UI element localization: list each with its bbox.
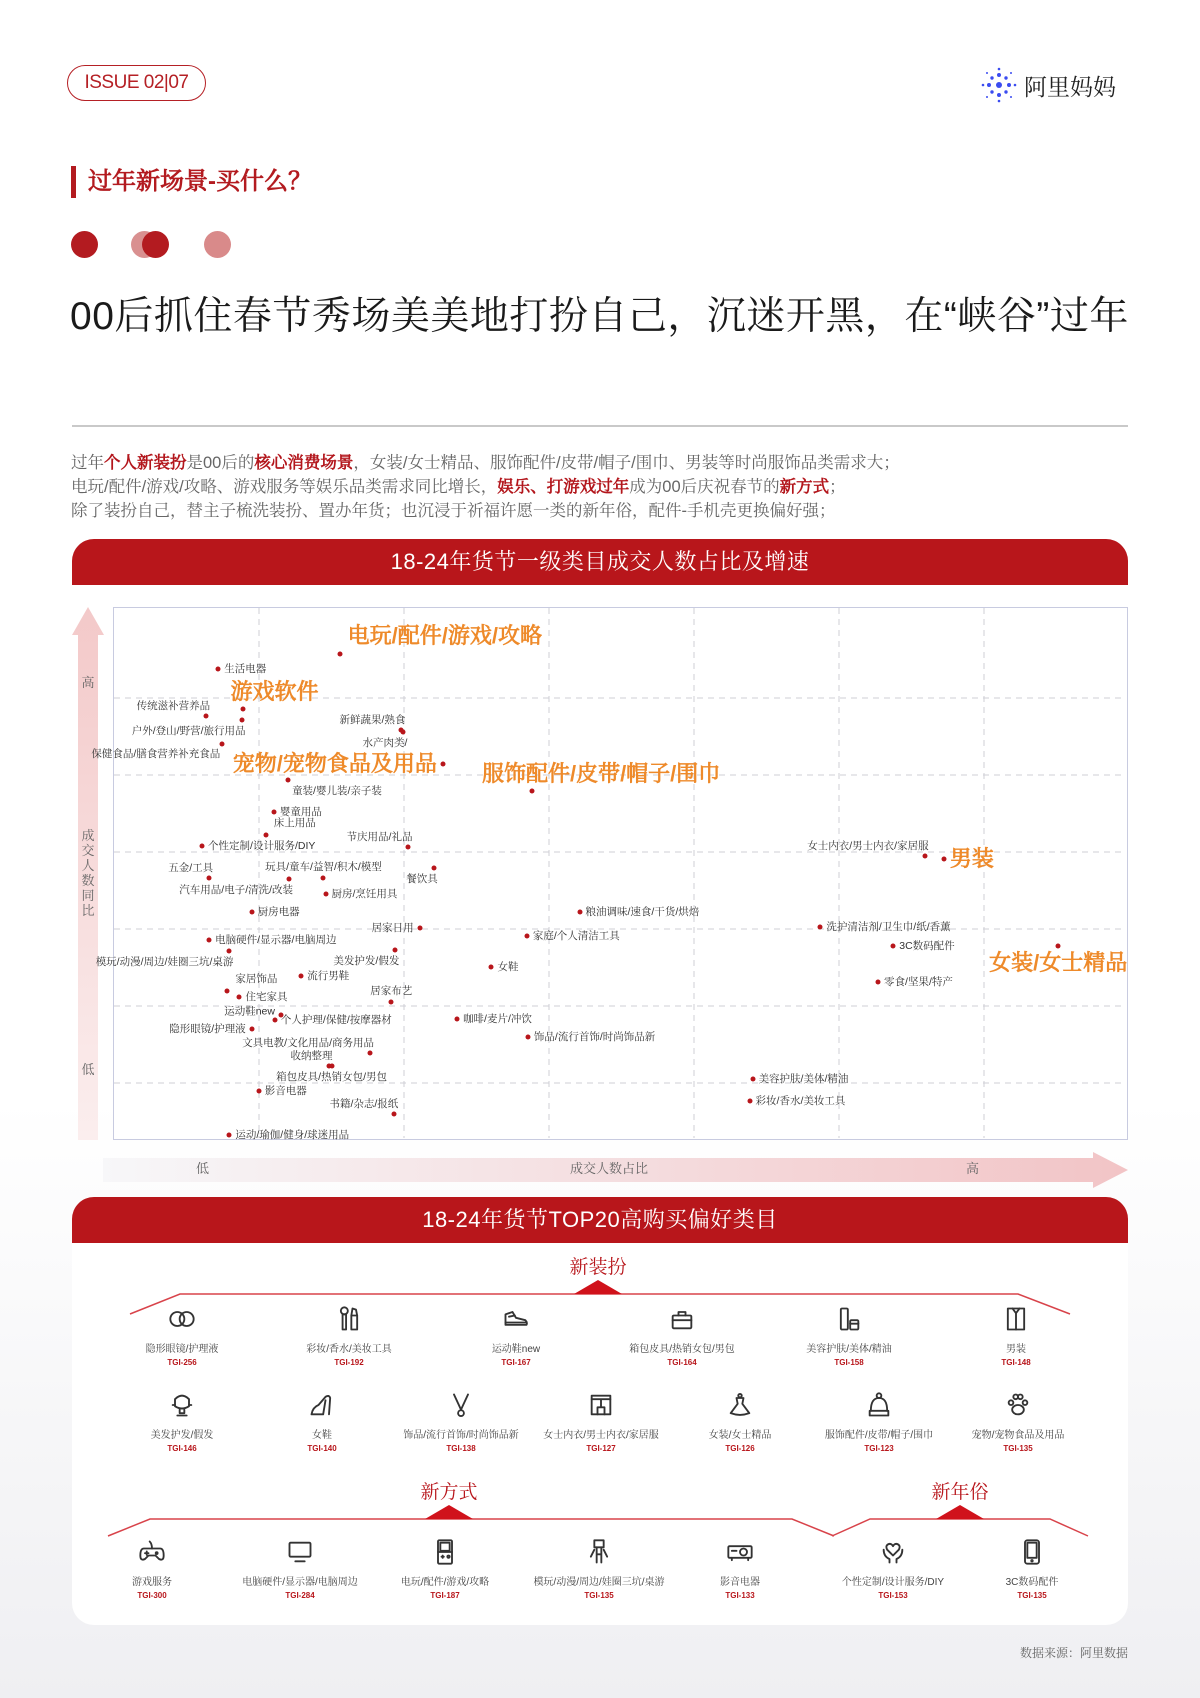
category-name: 饰品/流行首饰/时尚饰品新 [403,1430,519,1441]
shirt-icon [1002,1305,1030,1333]
top20-category-item [107,1391,257,1453]
category-name: 女士内衣/男士内衣/家居服 [543,1430,659,1441]
projector-icon [726,1538,754,1566]
tgi-value: TGI-133 [725,1591,755,1600]
scatter-point [287,877,292,882]
scatter-point [216,667,221,672]
point-label: 女鞋 [497,960,519,973]
highlight-text: 核心消费场景 [254,454,354,472]
point-label: 运动鞋new [224,1005,275,1018]
tgi-value: TGI-127 [586,1444,616,1453]
top20-category-item [665,1538,815,1600]
category-name: 影音电器 [720,1577,760,1588]
decor-dot-3 [204,231,231,258]
top20-category-item [804,1391,954,1453]
scatter-point [256,1088,261,1093]
top20-category-item [386,1391,536,1453]
underwear-icon [587,1391,615,1419]
point-label: 传统滋补营养品 [136,699,211,712]
scatter-point [240,707,245,712]
y-tick-low: 低 [81,1062,95,1077]
scatter-point [525,1034,530,1039]
y-axis-label: 成交人数同比 [81,828,95,918]
category-name: 模玩/动漫/周边/娃圈三坑/桌游 [533,1577,665,1588]
tgi-value: TGI-135 [1003,1444,1033,1453]
highlight-point-label: 宠物/宠物食品及用品 [232,751,437,777]
figure-icon [585,1538,613,1566]
tgi-value: TGI-140 [307,1444,337,1453]
x-tick-high: 高 [966,1161,980,1176]
scatter-point [392,1112,397,1117]
intro-line [71,475,1141,499]
point-label: 生活电器 [224,663,267,676]
point-label: 个人护理/保健/按摩器材 [280,1014,392,1027]
point-label: 家庭/个人清洁工具 [532,929,620,942]
scatter-point [220,741,225,746]
logo-starburst-icon [980,66,1018,104]
intro-text: 成为00后庆祝春节的 [629,478,780,496]
point-label: 汽车用品/电子/清洗/改装 [179,884,294,897]
category-name: 游戏服务 [132,1577,172,1588]
point-label: 厨房/烹饪用具 [331,887,398,900]
top20-category-item [607,1305,757,1367]
tgi-value: TGI-123 [864,1444,894,1453]
scatter-point [524,933,529,938]
intro-text: 过年 [71,454,104,472]
top20-category-item [370,1538,520,1600]
scatter-point [263,833,268,838]
scatter-point [440,762,445,767]
scatter-point [876,979,881,984]
tgi-value: TGI-148 [1001,1358,1031,1367]
scatter-point [204,713,209,718]
point-label: 运动/瑜伽/健身/球迷用品 [235,1128,350,1141]
monitor-icon [286,1538,314,1566]
gamepad-icon [138,1538,166,1566]
scatter-point [1056,944,1061,949]
group-title-new-way: 新方式 [420,1482,478,1503]
issue-badge: ISSUE 02|07 [67,65,206,101]
scatter-chart [91,607,1128,1141]
point-label: 住宅家具 [245,991,288,1004]
handheld-console-icon [431,1538,459,1566]
tgi-value: TGI-138 [446,1444,476,1453]
scatter-point [455,1017,460,1022]
top20-title: 18-24年货节TOP20高购买偏好类目 [72,1197,1128,1243]
intro-text: 除了装扮自己，替主子梳洗装扮、置办年货；也沉浸于祈福许愿一类的新年俗，配件-手机壳更换偏好强； [71,502,836,520]
point-label: 收纳整理 [290,1049,333,1062]
tgi-value: TGI-192 [334,1358,364,1367]
scatter-point [337,652,342,657]
phone-icon [1018,1538,1046,1566]
scatter-point [941,857,946,862]
tgi-value: TGI-153 [878,1591,908,1600]
tgi-value: TGI-167 [501,1358,531,1367]
tgi-value: TGI-256 [167,1358,197,1367]
highlight-point-label: 电玩/配件/游戏/攻略 [347,623,543,649]
point-label: 电脑硬件/显示器/电脑周边 [215,933,337,946]
scatter-point [286,778,291,783]
point-label: 婴童用品 [279,805,322,818]
scatter-point [272,1018,277,1023]
scatter-point [818,925,823,930]
highlight-text: 新方式 [779,478,830,496]
category-name: 3C数码配件 [1005,1577,1059,1588]
intro-text: ； [829,478,846,496]
point-label: 床上用品 [273,817,316,830]
category-name: 美发护发/假发 [150,1430,214,1441]
point-label: 模玩/动漫/周边/娃圈三坑/桌游 [95,956,234,969]
category-name: 女鞋 [312,1430,332,1441]
category-name: 宠物/宠物食品及用品 [971,1430,1065,1441]
top20-category-item [941,1305,1091,1367]
point-label: 家居饰品 [235,972,278,985]
point-label: 保健食品/膳食营养补充食品 [91,747,221,760]
category-name: 运动鞋new [491,1344,541,1355]
top20-category-item [524,1538,674,1600]
scatter-point [368,1050,373,1055]
point-label: 五金/工具 [168,862,214,875]
top20-category-item [225,1538,375,1600]
beanie-icon [865,1391,893,1419]
chart-title: 18-24年货节一级类目成交人数占比及增速 [72,539,1128,585]
highlight-point-label: 游戏软件 [230,679,319,705]
dress-icon [726,1391,754,1419]
x-axis-label: 成交人数占比 [570,1161,649,1176]
intro-paragraph [71,451,1141,523]
hair-care-icon [168,1391,196,1419]
point-label: 隐形眼镜/护理液 [169,1023,246,1036]
point-label: 粮油调味/速食/干货/烘焙 [585,905,700,918]
scatter-point [891,944,896,949]
point-label: 女士内衣/男士内衣/家居服 [807,839,929,852]
scatter-point [489,964,494,969]
scatter-point [239,717,244,722]
decor-dot-2 [142,231,169,258]
makeup-icon [335,1305,363,1333]
point-label: 3C数码配件 [899,940,955,953]
top20-category-item [441,1305,591,1367]
scatter-point [227,949,232,954]
scatter-point [237,995,242,1000]
tgi-value: TGI-164 [667,1358,697,1367]
intro-text: 是00后的 [186,454,255,472]
group-title-new-custom: 新年俗 [931,1482,989,1503]
top20-category-item [274,1305,424,1367]
scatter-point [227,1132,232,1137]
sneaker-icon [502,1305,530,1333]
point-label: 流行男鞋 [307,970,350,983]
point-label: 户外/登山/野营/旅行用品 [131,724,246,737]
divider [72,425,1128,427]
point-label: 节庆用品/礼品 [346,831,413,844]
scatter-point [299,974,304,979]
scatter-point [200,843,205,848]
highlight-text: 个人新装扮 [104,454,187,472]
point-label: 水产肉类/ [362,737,408,750]
category-name: 男装 [1006,1344,1026,1355]
point-label: 文具电教/文化用品/商务用品 [242,1036,375,1049]
tgi-value: TGI-146 [167,1444,197,1453]
intro-text: ，女装/女士精品、服饰配件/皮带/帽子/围巾、男装等时尚服饰品类需求大； [353,454,900,472]
category-name: 美容护肤/美体/精油 [806,1344,892,1355]
data-source: 数据来源：阿里数据 [1019,1646,1128,1660]
scatter-point [249,1027,254,1032]
headline: 00后抓住春节秀场美美地打扮自己，沉迷开黑，在“峡谷”过年 [70,295,1129,338]
decor-dot-1 [71,231,98,258]
tgi-value: TGI-300 [137,1591,167,1600]
x-tick-low: 低 [196,1161,210,1176]
point-label: 童装/婴儿装/亲子装 [292,785,382,798]
point-label: 洗护清洁剂/卫生巾/纸/香薰 [826,921,951,934]
scatter-point [389,1000,394,1005]
top20-category-item [957,1538,1107,1600]
tgi-value: TGI-158 [834,1358,864,1367]
point-label: 居家布艺 [370,985,413,998]
point-label: 彩妆/香水/美妆工具 [755,1095,846,1108]
category-name: 女装/女士精品 [708,1430,772,1441]
highlight-point-label: 女装/女士精品 [989,950,1128,976]
highlight-text: 娱乐、打游戏过年 [497,478,630,496]
category-name: 箱包皮具/热销女包/男包 [629,1344,735,1355]
point-label: 零食/坚果/特产 [884,975,953,988]
point-label: 咖啡/麦片/冲饮 [463,1013,532,1026]
scatter-point [406,845,411,850]
highlight-point-label: 男装 [949,846,994,872]
highlight-point-label: 服饰配件/皮带/帽子/围巾 [481,761,721,787]
point-label: 玩具/童车/益智/积木/模型 [265,861,382,874]
point-label: 饰品/流行首饰/时尚饰品新 [533,1030,656,1043]
top20-category-item [107,1305,257,1367]
top20-category-item [526,1391,676,1453]
contact-lens-icon [168,1305,196,1333]
alimama-logo [980,66,1116,104]
top20-category-item [818,1538,968,1600]
category-name: 电玩/配件/游戏/攻略 [400,1577,490,1588]
point-label: 餐饮具 [406,872,438,885]
scatter-point [529,789,534,794]
tgi-value: TGI-126 [725,1444,755,1453]
necklace-icon [447,1391,475,1419]
scatter-point [225,988,230,993]
scatter-point [207,876,212,881]
top20-category-item [665,1391,815,1453]
top20-category-item [77,1538,227,1600]
point-label: 美发护发/假发 [333,955,400,968]
top20-category-item [943,1391,1093,1453]
scatter-point [750,1076,755,1081]
intro-line [71,499,1141,523]
top20-category-item [774,1305,924,1367]
scatter-point [323,891,328,896]
section-title: 过年新场景-买什么？ [71,166,312,198]
point-label: 书籍/杂志/报纸 [329,1098,399,1111]
category-name: 个性定制/设计服务/DIY [841,1577,945,1588]
scatter-point [417,926,422,931]
point-label: 居家日用 [371,922,414,935]
point-label: 新鲜蔬果/熟食 [339,713,406,726]
scatter-point [747,1099,752,1104]
intro-text: 电玩/配件/游戏/攻略、游戏服务等娱乐品类需求同比增长， [71,478,498,496]
scatter-point [207,937,212,942]
category-name: 隐形眼镜/护理液 [145,1344,219,1355]
tgi-value: TGI-135 [584,1591,614,1600]
scatter-point [922,853,927,858]
tgi-value: TGI-187 [430,1591,460,1600]
category-name: 电脑硬件/显示器/电脑周边 [242,1577,358,1588]
scatter-point [271,809,276,814]
point-label: 个性定制/设计服务/DIY [208,839,316,852]
top20-category-item [247,1391,397,1453]
high-heel-icon [308,1391,336,1419]
scatter-point [393,948,398,953]
category-name: 服饰配件/皮带/帽子/围巾 [824,1430,934,1441]
heart-hands-icon [879,1538,907,1566]
point-label: 厨房电器 [257,905,300,918]
scatter-point [401,730,406,735]
point-label: 美容护肤/美体/精油 [758,1072,849,1085]
category-name: 彩妆/香水/美妆工具 [306,1344,392,1355]
tgi-value: TGI-135 [1017,1591,1047,1600]
point-label: 箱包皮具/热销女包/男包 [276,1070,387,1083]
intro-line [71,451,1141,475]
skincare-icon [835,1305,863,1333]
handbag-icon [668,1305,696,1333]
point-label: 影音电器 [264,1084,307,1097]
paw-icon [1004,1391,1032,1419]
logo-text: 阿里妈妈 [1024,73,1116,100]
scatter-point [321,876,326,881]
scatter-point [577,909,582,914]
y-tick-high: 高 [81,675,95,690]
scatter-point [431,865,436,870]
group-title-new-look: 新装扮 [569,1257,627,1278]
scatter-point [249,909,254,914]
scatter-point [329,1063,334,1068]
tgi-value: TGI-284 [285,1591,315,1600]
